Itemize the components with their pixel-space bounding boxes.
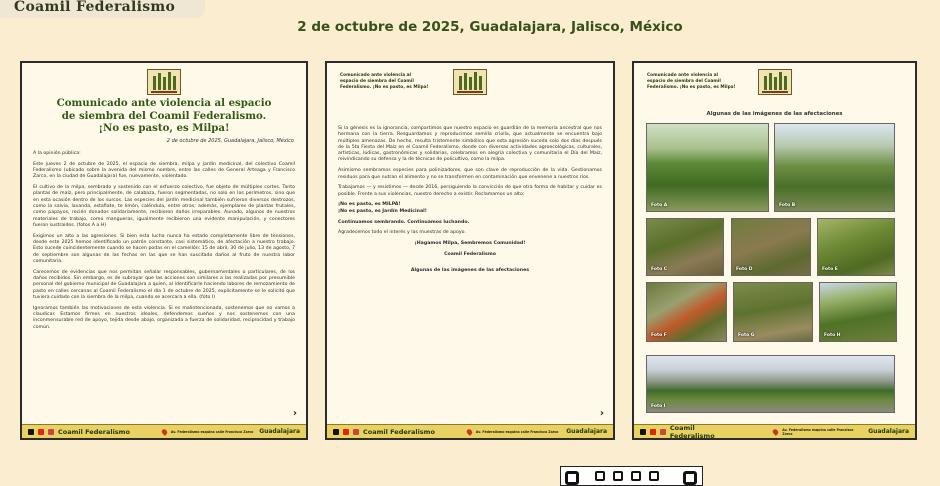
date-headline: 2 de octubre de 2025, Guadalajara, Jalisco, México [297,19,683,35]
paragraph: Trabajamos — y resistimos — desde 2016, persiguiendo la convicción de que otra forma de habitar y cuidar es posible. Frente a sus violencias, nuestro derecho a existir. Reclamamos un alto: [338,185,602,197]
paragraph: Agradecemos todo el interés y las muestras de apoyo. [338,230,466,236]
footer-address: Av. Federalismo esquina calle Francisco Zarco [782,427,854,436]
signature: Coamil Federalismo [444,251,496,257]
x-icon[interactable] [28,429,34,435]
brand-banner [0,0,205,18]
photo-a[interactable]: Foto A [646,123,769,212]
photo-d[interactable]: Foto D [731,218,811,276]
photo-e[interactable]: Foto E [817,218,895,276]
communique-title: Comunicado ante violencia al espacio de siembra del Coamil Federalismo. ¡No es pasto, es Milpa! [56,97,272,134]
page-footer [634,424,915,438]
page-2-body [338,126,602,279]
communique-date: 2 de octubre de 2025, Guadalajara, Jalisco, México [166,138,294,144]
mail-icon[interactable] [660,429,666,435]
page-footer [327,424,613,438]
gallery-title: Algunas de las imágenes de las afectaciones [706,111,843,117]
footer-name: Coamil Federalismo [58,427,130,436]
brand-name: Coamil Federalismo [14,0,176,15]
photo-g[interactable]: Foto G [733,282,813,342]
coamil-logo-icon [453,69,487,95]
qr-code-icon [560,466,703,486]
coamil-logo-icon [147,69,181,95]
next-page-arrow-icon[interactable]: › [599,408,604,419]
page-footer [22,424,306,438]
photo-f[interactable]: Foto F [646,282,727,342]
page-3 [632,61,917,440]
x-icon[interactable] [640,429,646,435]
paragraph: Asimismo sembramos especies para polinizadores, que son clave de reproducción de la vida. Gestionamos residuos para que nutran el alimento y no se transformen en contaminación que envenene a nuestros ríos. [338,168,602,180]
page-3-header: Comunicado ante violencia al espacio de siembra del Coamil Federalismo. ¡No es pasto, es Milpa! [647,73,736,90]
footer-name: Coamil Federalismo [669,423,715,440]
footer-address: Av. Federalismo esquina calle Francisco Zarco [475,429,559,434]
page-1-body [33,151,295,335]
paragraph: Carecemos de evidencias que nos permitan señalar responsables, gubernamentales o particulares, de los daños recibidos. Sin embargo, es de subrayar que las acciones son similares a las realizadas por presumible personal del gobierno municipal de Guadalajara a quien, al identificarle haciendo labores de remozamiento de pasto en calles cercanas al Coamil Federalismo el día 1 de octubre de 2025, explícitamente se le solicitó que tuviera cuidado con la siembra de la milpa, cuando se acercara a ella. (foto I) [33,269,295,300]
paragraph: Este jueves 2 de octubre de 2025, el espacio de siembra, milpa y jardín medicinal, del colectivo Coamil Federalismo (ubicado sobre la avenida del mismo nombre, entre las calles de General Arteaga y Francisco Zarco, en la ciudad de Guadalajara) fue, nuevamente, violentado. [33,161,295,180]
map-pin-icon [772,428,780,436]
paragraph: A la opinión pública: [33,151,81,156]
footer-city: Guadalajara [566,428,607,435]
paragraph: Ignoramos también las motivaciones de esta violencia. Si es malintencionada, sostenemos que no vamos a claudicar. Estamos firmes en nuestros ideales, defendemos sueños y nos sostenemos con una inconmensurable red de apoyo, tejida desde abajo, organizada a fuerza de solidaridad, reciprocidad y trabajo común. [33,305,295,330]
photo-h[interactable]: Foto H [819,282,897,342]
youtube-icon[interactable] [650,429,656,435]
page-2 [325,61,615,440]
youtube-icon[interactable] [38,429,44,435]
map-pin-icon [466,428,474,436]
coamil-logo-icon [758,69,792,95]
gallery-reference: Algunas de las imágenes de las afectaciones [410,268,530,274]
paragraph: El cultivo de la milpa, sembrado y sostenido con el esfuerzo colectivo, fue objeto de múltiples cortes. Tanto plantas de maíz, pero principalmente, de calabaza, fueron segmentadas, no solo en los perímetros, sino que en esta ocasión dentro de los surcos. Las especies del jardín medicinal también sufrieron diversos destrozos, como la salvia, lavanda, estafiate, te limón, caléndula, entre otras; además, ejemplares de plantas frutales, como papayos, recién donados solidariamente, recibieron daños irreparables. Aunado, algunos de nuestros materiales de trabajo, como mangueras, igualmente recibieron una evidente manipulación, y conectores fueron sustraídos. (fotos A a H) [33,185,295,228]
page-1 [20,61,308,440]
mail-icon[interactable] [48,429,54,435]
next-page-arrow-icon[interactable]: › [292,408,297,419]
paragraph: Si la génesis es la ignorancia, compartimos que nuestro espacio es guardián de la memoria ancestral que nos hermana con la tierra. Resguardamos y reproducimos semilla criolla, que actualmente se encuentra bajo múltiples amenazas. De hecho, resulta tristemente simbólico que esta agresión suceda solo dos días después de la 5ta Fiesta del Maíz en el Coamil Federalismo, donde con diversas actividades agroecológicas, culturales, artísticas, lúdicas, gastronómicas y solidarias, celebramos en alegría colectiva y comunitaria el Día del Maíz, reivindicando su defensa y la de técnicas de policultivo, como la milpa. [338,126,602,163]
paragraph: Continuamos sembrando. Continuamos luchando. [338,219,470,225]
photo-c[interactable]: Foto C [646,218,724,276]
footer-city: Guadalajara [868,428,909,435]
photo-b[interactable]: Foto B [774,123,895,212]
slogans: ¡No es pasto, es MILPA! ¡No es pasto, es Jardín Medicinal! [338,202,427,214]
paragraph: Exigimos un alto a las agresiones. Si bien esta lucha nunca ha estado completamente libre de tensiones, desde este 2025 hemos identificado un patrón constante, casi sistemático, de afectación a nuestro trabajo. Esto sucede coincidentemente cuando se hacen podas en el camellón: 15 de abril, 30 de julio, 13 de agosto, 7 de septiembre son algunas de las fechas en las que se han suscitado daños al fruto de nuestra labor comunitaria. [33,233,295,264]
x-icon[interactable] [333,429,339,435]
photo-i[interactable]: Foto I [646,355,895,413]
footer-name: Coamil Federalismo [363,427,435,436]
footer-address: Av. Federalismo esquina calle Francisco Zarco [170,429,254,434]
footer-city: Guadalajara [259,428,300,435]
slogan-closing: ¡Hagamos Milpa, Sembremos Comunidad! [414,241,526,247]
youtube-icon[interactable] [343,429,349,435]
page-2-header: Comunicado ante violencia al espacio de siembra del Coamil Federalismo. ¡No es pasto, es Milpa! [340,73,429,90]
mail-icon[interactable] [353,429,359,435]
map-pin-icon [161,428,169,436]
